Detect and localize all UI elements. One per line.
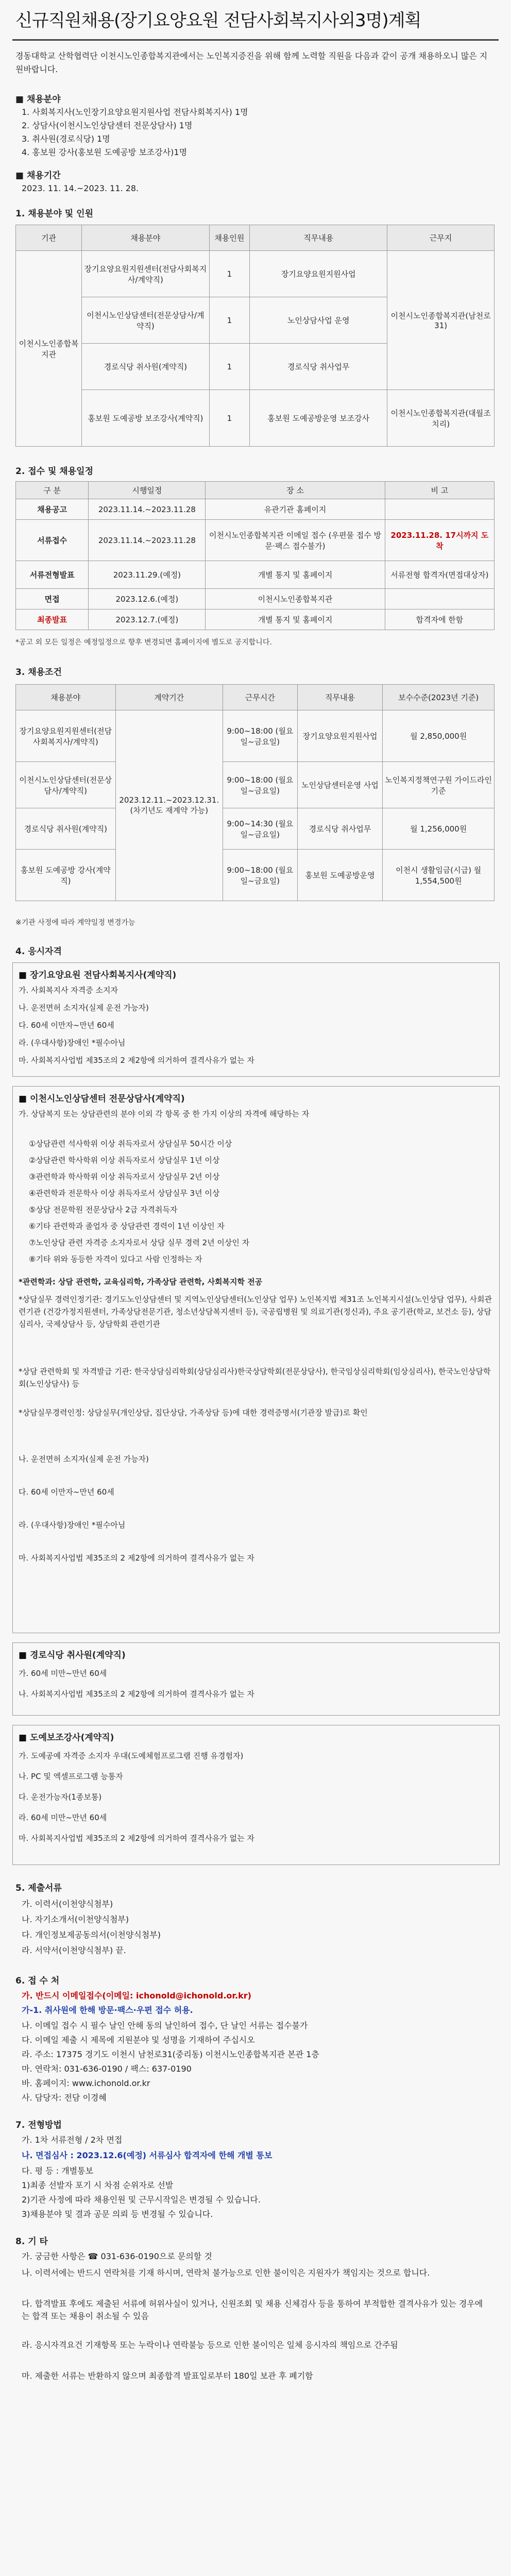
page-title: 신규직원채용(장기요양요원 전담사회복지사외3명)계획: [15, 10, 421, 31]
recruit-field-item: 3. 취사원(경로식당) 1명: [22, 134, 110, 144]
table-cell: 2023.11.29.(예정): [89, 561, 206, 589]
email-submission-sub: 가-1. 취사원에 한해 방문·팩스·우편 접수 허용.: [22, 2005, 193, 2015]
document-item: 나. 자기소개서(이천양식첨부): [22, 1914, 129, 1924]
other-item: 나. 이력서에는 반드시 연락처를 기재 하시며, 연락처 불가능으로 인한 불이익은 지원자가 책임지는 것으로 합니다.: [22, 2268, 430, 2278]
section-conditions-title: 3. 채용조건: [15, 667, 62, 677]
submission-item: 바. 홈페이지: www.ichonold.or.kr: [22, 2078, 150, 2088]
eligibility-line: 가. 60세 미만~만년 60세: [19, 1669, 107, 1678]
table-cell: 월 2,850,000원: [383, 710, 495, 762]
screening-sub: 2)기관 사정에 따라 채용인원 및 근무시작일은 변경될 수 있습니다.: [22, 2195, 261, 2205]
table-cell: 면접: [16, 589, 89, 609]
eligibility-line: 가. 상담복지 또는 상담관련의 분야 이외 각 항목 중 한 가지 이상의 자격에 해당하는 자: [19, 1109, 310, 1118]
eligibility-title-text: 도예보조강사(계약직): [30, 1733, 114, 1743]
eligibility-box-2: [12, 1086, 500, 1633]
table-cell: 홍보원 도예공방 보조강사(계약직): [82, 390, 209, 447]
table-header: 근무시간: [223, 685, 298, 710]
table-cell: 서류전형발표: [16, 561, 89, 589]
table-cell: 경로식당 취사원(계약직): [16, 808, 116, 850]
table-cell: 노인복지정책연구원 가이드라인 기준: [383, 762, 495, 808]
table-cell: 장기요양요원지원센터(전담사회복지사/계약직): [82, 251, 209, 297]
eligibility-title-text: 이천시노인상담센터 전문상담사(계약직): [30, 1094, 185, 1104]
table-cell: 장기요양요원지원사업: [297, 710, 383, 762]
eligibility-line: 라. (우대사항)장애인 *필수아님: [19, 1520, 126, 1530]
table-cell: 서류접수: [16, 520, 89, 561]
table-cell: 1: [209, 344, 250, 390]
eligibility-line: *상담실무경력인정: 상담실무(개인상담, 집단상담, 가족상담 등)에 대한 경력증명서(기관장 발급)로 확인: [19, 1408, 368, 1417]
table-header: 계약기간: [115, 685, 223, 710]
table-header: 채용분야: [82, 225, 209, 251]
other-item: 마. 제출한 서류는 반환하지 않으며 최종합격 발표일로부터 180일 보관 후 폐기함: [22, 2371, 313, 2381]
recruit-field-item: 4. 홍보원 강사(홍보원 도예공방 보조강사)1명: [22, 147, 188, 157]
eligibility-line: 마. 사회복지사업법 제35조의 2 제2항에 의거하여 결격사유가 없는 자: [19, 1834, 254, 1843]
agency-cell: 이천시노인종합복지관: [16, 251, 82, 447]
table-cell: 노인상담센터운영 사업: [297, 762, 383, 808]
eligibility-title-text: 경로식당 취사원(계약직): [30, 1650, 126, 1660]
document-item: 가. 이력서(이천양식첨부): [22, 1899, 113, 1909]
table-cell: 노인상담사업 운영: [250, 297, 387, 344]
eligibility-line: 다. 운전가능자(1종보통): [19, 1792, 102, 1802]
table-header: 기관: [16, 225, 82, 251]
eligibility-line: 라. 60세 미만~만년 60세: [19, 1813, 107, 1822]
eligibility-line: *관련학과: 상담 관련학, 교육심리학, 가족상담 관련학, 사회복지학 전공: [19, 1277, 263, 1286]
schedule-table: [15, 481, 495, 630]
table-cell: 월 1,256,000원: [383, 808, 495, 850]
workplace-cell: 이천시노인종합복지관(대월조치리): [387, 390, 495, 447]
document-item: 라. 서약서(이천양식첨부) 끝.: [22, 1945, 126, 1955]
eligibility-title-4: [19, 1730, 114, 1743]
table-cell: 합격자에 한함: [385, 609, 494, 630]
eligibility-line: *상담 관련학회 및 자격발급 기관: 한국상담심리학회(상담심리사)한국상담학회(전문상담사), 한국임상심리학회(임상심리사), 한국노인상담학회(노인상담사) 등: [19, 1367, 491, 1388]
title-divider: [12, 39, 499, 41]
eligibility-line: 가. 도예공예 자격증 소지자 우대(도예체험프로그램 진행 유경험자): [19, 1751, 244, 1760]
eligibility-line: 나. 운전면허 소지자(실제 운전 가능자): [19, 1454, 149, 1464]
table-cell: 2023.11.14.~2023.11.28: [89, 499, 206, 520]
table-header: 시행일정: [89, 482, 206, 499]
submission-item: 나. 이메일 접수 시 필수 날인 안해 동의 날인하여 접수, 단 날인 서류는 접수불가: [22, 2021, 308, 2030]
table-cell: 서류전형 합격자(면접대상자): [385, 561, 494, 589]
table-header: 직무내용: [297, 685, 383, 710]
table-cell: 최종발표: [16, 609, 89, 630]
table-cell: 개별 통지 및 홈페이지: [206, 609, 385, 630]
section-eligibility-title: 4. 응시자격: [15, 946, 62, 957]
table-cell: 1: [209, 390, 250, 447]
screening-sub: 1)최종 선발자 포기 시 차점 순위자로 선발: [22, 2180, 174, 2190]
screening-item: 가. 1차 서류전형 / 2차 면접: [22, 2135, 123, 2145]
table-cell: 경로식당 취사원(계약직): [82, 344, 209, 390]
eligibility-line: *상담실무 경력인정기관: 경기도노인상담센터 및 지역노인상담센터(노인상담 업무) 노인복지법 제31조 노인복지시설(노인상담 업무), 사회관련기관 (건강가정지원센터, 가족상담전문기관, 청소년상담복지센터 등), 국공립병원 및 의료기관(정신과), 주요 공기관(학교, 보건소 등), 상담심리사, 국제상담사 등, 상담학회 관련기관: [19, 1295, 492, 1329]
table-cell: 9:00~18:00 (월요일~금요일): [223, 762, 298, 808]
submission-item: 라. 주소: 17375 경기도 이천시 남천로31(중리동) 이천시노인종합복지관 본관 1층: [22, 2049, 319, 2059]
other-item: 라. 응시자격요건 기재항목 또는 누락이나 연락불능 등으로 인한 불이익은 일체 응시자의 책임으로 간주됨: [22, 2340, 398, 2350]
table-header: 채용인원: [209, 225, 250, 251]
square-bullet-icon: ■: [19, 1650, 27, 1660]
section-screening-title: 7. 전형방법: [15, 2120, 62, 2130]
section-submission-title: 6. 접 수 처: [15, 1976, 60, 1986]
table-cell: 9:00~18:00 (월요일~금요일): [223, 710, 298, 762]
table-cell: 이천시 생활임금(시급) 월 1,554,500원: [383, 850, 495, 901]
recruit-period: 2023. 11. 14.~2023. 11. 28.: [22, 183, 139, 193]
table-cell: 경로식당 취사업무: [250, 344, 387, 390]
email-submission-line: 가. 반드시 이메일접수(이메일: ichonold@ichonold.or.kr): [22, 1991, 251, 2001]
table-header: 직무내용: [250, 225, 387, 251]
eligibility-line: 다. 60세 이만자~만년 60세: [19, 1487, 114, 1497]
submission-item: 사. 담당자: 전담 이경혜: [22, 2093, 107, 2103]
submission-item: 마. 연락처: 031-636-0190 / 팩스: 637-0190: [22, 2064, 192, 2074]
eligibility-line: ①상담관련 석사학위 이상 취득자로서 상담실무 50시간 이상: [29, 1139, 232, 1148]
table-header: 채용분야: [16, 685, 116, 710]
eligibility-line: 가. 사회복지사 자격증 소지자: [19, 986, 118, 995]
conditions-footnote: ※기관 사정에 따라 계약일정 변경가능: [15, 919, 135, 927]
intro-text: 경동대학교 산학협력단 이천시노인종합복지관에서는 노인복지증진을 위해 함께 노력할 직원을 다음과 같이 공개 채용하오니 많은 지원바랍니다.: [15, 51, 488, 74]
table-cell: 홍보원 도예공방운영 보조강사: [250, 390, 387, 447]
eligibility-line: 라. (우대사항)장애인 *필수아님: [19, 1038, 126, 1047]
schedule-footnote: *공고 외 모든 일정은 예정일정으로 향후 변경되면 홈페이지에 별도로 공지합니다.: [15, 638, 272, 647]
eligibility-line: ⑥기타 관련학과 졸업자 중 상담관련 경력이 1년 이상인 자: [29, 1222, 225, 1231]
eligibility-line: 나. PC 및 엑셀프로그램 능통자: [19, 1772, 123, 1781]
section-documents-title: 5. 제출서류: [15, 1883, 62, 1893]
section-recruit-fields-title: ■ 채용분야: [15, 94, 61, 105]
eligibility-line: ③관련학과 학사학위 이상 취득자로서 상담실무 2년 이상: [29, 1172, 220, 1181]
table-cell: 9:00~14:30 (월요일~금요일): [223, 808, 298, 850]
interview-notice: 나. 면접심사 : 2023.12.6(예정) 서류심사 합격자에 한해 개별 통보: [22, 2150, 272, 2160]
eligibility-title-3: [19, 1648, 126, 1660]
table-cell: 이천시노인상담센터(전문상담사/계약직): [16, 762, 116, 808]
section-schedule-title: 2. 접수 및 채용일정: [15, 466, 93, 477]
square-bullet-icon: ■: [19, 1733, 27, 1743]
table-header: 구 분: [16, 482, 89, 499]
square-bullet-icon: ■: [19, 1094, 27, 1104]
screening-sub: 다. 평 등 : 개별통보: [22, 2166, 94, 2176]
eligibility-line: 나. 운전면허 소지자(실제 운전 가능자): [19, 1003, 149, 1012]
table-header: 비 고: [385, 482, 494, 499]
table-cell: 이천시노인종합복지관 이메일 접수 (우편물 접수 방문·팩스 접수불가): [206, 520, 385, 561]
eligibility-line: ②상담관련 학사학위 이상 취득자로서 상담실무 1년 이상: [29, 1156, 220, 1165]
table-header: 근무지: [387, 225, 495, 251]
eligibility-title-text: 장기요양요원 전담사회복지사(계약직): [30, 970, 177, 980]
table-cell: 2023.11.14.~2023.11.28: [89, 520, 206, 561]
table-cell: 홍보원 도예공방운영: [297, 850, 383, 901]
eligibility-line: ⑦노인상담 관련 자격증 소지자로서 상담 실무 경력 2년 이상인 자: [29, 1238, 250, 1247]
table-cell: 2023.12.7.(예정): [89, 609, 206, 630]
table-header: 보수수준(2023년 기준): [383, 685, 495, 710]
table-cell: 장기요양요원지원센터(전담사회복지사/계약직): [16, 710, 116, 762]
workplace-cell: 이천시노인종합복지관(남천로 31): [387, 251, 495, 390]
eligibility-line: ④관련학과 전문학사 이상 취득자로서 상담실무 3년 이상: [29, 1189, 220, 1198]
table-cell: 경로식당 취사업무: [297, 808, 383, 850]
document-item: 다. 개인정보제공동의서(이천양식첨부): [22, 1930, 161, 1940]
table-cell: 홍보원 도예공방 강사(계약직): [16, 850, 116, 901]
eligibility-line: 다. 60세 이만자~만년 60세: [19, 1021, 114, 1030]
table-cell: 9:00~18:00 (월요일~금요일): [223, 850, 298, 901]
table-cell: 개별 통지 및 홈페이지: [206, 561, 385, 589]
contract-cell: 2023.12.11.~2023.12.31.(차기년도 재계약 가능): [115, 710, 223, 901]
table-cell: 1: [209, 251, 250, 297]
table-cell: 1: [209, 297, 250, 344]
eligibility-line: ⑧기타 위와 동등한 자격이 있다고 사람 인정하는 자: [29, 1255, 202, 1264]
section-positions-title: 1. 채용분야 및 인원: [15, 209, 93, 219]
table-cell: 이천시노인상담센터(전문상담사/계약직): [82, 297, 209, 344]
conditions-table: [15, 684, 495, 901]
section-period-title: ■ 채용기간: [15, 171, 61, 181]
screening-sub: 3)채용분야 및 결과 공문 의뢰 등 변경될 수 있습니다.: [22, 2209, 213, 2219]
eligibility-line: 나. 사회복지사업법 제35조의 2 제2항에 의거하여 결격사유가 없는 자: [19, 1689, 254, 1699]
table-cell: [385, 589, 494, 609]
eligibility-line: 마. 사회복지사업법 제35조의 2 제2항에 의거하여 결격사유가 없는 자: [19, 1553, 254, 1563]
eligibility-line: ⑤상담 전문학원 전문상담사 2급 자격취득자: [29, 1205, 178, 1214]
other-item: 가. 궁금한 사항은 ☎ 031-636-0190으로 문의할 것: [22, 2251, 212, 2261]
eligibility-title-2: [19, 1091, 185, 1104]
table-header: 장 소: [206, 482, 385, 499]
table-cell: 2023.11.28. 17시까지 도착: [385, 520, 494, 561]
table-cell: 이천시노인종합복지관: [206, 589, 385, 609]
recruit-field-item: 1. 사회복지사(노인장기요양요원지원사업 전담사회복지사) 1명: [22, 107, 248, 117]
recruit-field-item: 2. 상담사(이천시노인상담센터 전문상담사) 1명: [22, 121, 193, 130]
positions-table: [15, 225, 495, 447]
eligibility-title-1: [19, 968, 176, 980]
submission-item: 다. 이메일 제출 시 제목에 지원분야 및 성명을 기재하여 주십시오: [22, 2035, 255, 2045]
table-cell: 유관기관 홈페이지: [206, 499, 385, 520]
square-bullet-icon: ■: [19, 970, 27, 980]
table-cell: 장기요양요원지원사업: [250, 251, 387, 297]
other-item: 다. 합격발표 후에도 제출된 서류에 허위사실이 있거나, 신원조회 및 채용 신체검사 등을 통하여 부적합한 결격사유가 있는 경우에는 합격 또는 채용이 취소될 수 있음: [22, 2299, 483, 2321]
table-cell: 채용공고: [16, 499, 89, 520]
section-other-title: 8. 기 타: [15, 2236, 48, 2247]
table-cell: 2023.12.6.(예정): [89, 589, 206, 609]
eligibility-line: 마. 사회복지사업법 제35조의 2 제2항에 의거하여 결격사유가 없는 자: [19, 1056, 254, 1065]
table-cell: [385, 499, 494, 520]
